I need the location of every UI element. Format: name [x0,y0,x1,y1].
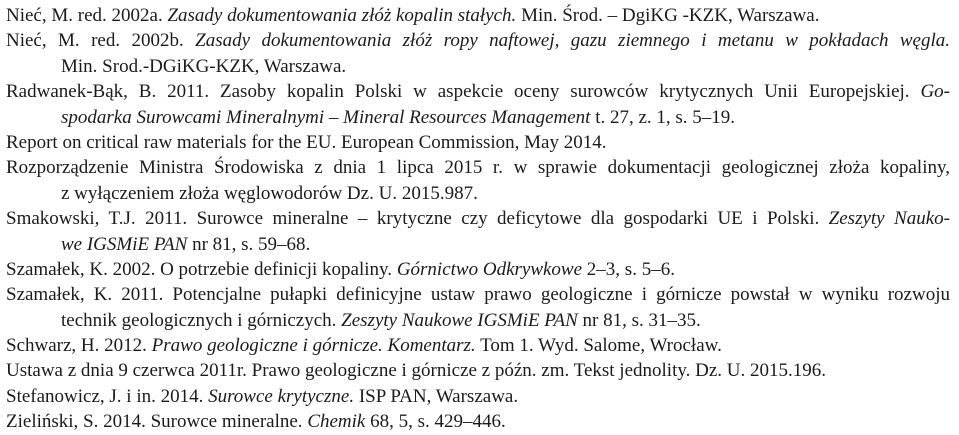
reference-line [6,206,950,231]
reference-line-continued [6,181,950,206]
reference-journal: Zeszyty Naukowe IGSMiE PAN [341,309,578,331]
reference-text: Szamałek, K. 2002. O potrzebie definicji kopaliny. [6,258,397,280]
reference-entry [6,384,950,409]
reference-text: z wyłączeniem złoża węglowodorów Dz. U. 2015.987. [61,182,478,204]
reference-journal: spodarka Surowcami Mineralnymi – Mineral Resources Management [61,106,591,128]
reference-title: Zasady dokumentowania złóż kopalin stałych. [167,5,517,26]
reference-list [6,3,950,435]
reference-text: Ustawa z dnia 9 czerwca 2011r. Prawo geologiczne i górnicze z późn. zm. Tekst jednolity. Dz. U. 2015.196. [6,360,826,382]
reference-text: Smakowski, T.J. 2011. Surowce mineralne – krytyczne czy deficytowe dla gospodarki UE i Polski. [6,208,829,230]
reference-entry [6,333,950,358]
reference-entry [6,206,950,257]
reference-line [6,384,950,409]
reference-entry [6,358,950,383]
reference-journal: Zeszyty Nauko- [828,208,950,230]
reference-line [6,358,950,383]
reference-text: Schwarz, H. 2012. [6,335,152,357]
reference-line [6,155,950,180]
reference-text: Nieć, M. red. 2002a. [6,5,168,26]
reference-text: nr 81, s. 31–35. [577,309,701,331]
reference-line [6,333,950,358]
reference-text: Min. Srod.-DGiKG-KZK, Warszawa. [61,55,347,77]
reference-text: Stefanowicz, J. i in. 2014. [6,385,209,407]
reference-line [6,79,950,104]
reference-entry [6,28,950,79]
reference-journal: Górnictwo Odkrywkowe [396,258,583,280]
reference-text: Nieć, M. red. 2002b. [6,30,196,52]
reference-line [6,130,950,155]
reference-line [6,257,950,282]
reference-text: Rozporządzenie Ministra Środowiska z dnia 1 lipca 2015 r. w sprawie dokumentacji geologicznej złoża kopaliny, [6,157,950,179]
reference-title: Prawo geologiczne i górnicze. Komentarz. [151,335,476,357]
reference-journal: we IGSMiE PAN [61,233,188,255]
reference-entry [6,3,950,28]
reference-line [6,3,950,28]
reference-text: technik geologicznych i górniczych. [61,309,342,331]
reference-line-continued [6,54,950,79]
reference-title: Zasady dokumentowania złóż ropy naftowej, gazu ziemnego i metanu w pokładach węgla. [195,30,950,52]
reference-title: Surowce krytyczne. [208,385,355,407]
reference-journal: Chemik [307,411,366,433]
reference-line [6,282,950,307]
reference-text: Tom 1. Wyd. Salome, Wrocław. [475,335,722,357]
reference-line-continued [6,232,950,257]
reference-text: Min. Środ. – DgiKG -KZK, Warszawa. [516,5,820,26]
reference-line-continued [6,308,950,333]
reference-text: Radwanek-Bąk, B. 2011. Zasoby kopalin Polski w aspekcie oceny surowców krytycznych Unii Europejskiej. [6,81,921,103]
reference-entry [6,155,950,206]
reference-entry [6,257,950,282]
reference-entry [6,282,950,333]
reference-text: 68, 5, s. 429–446. [365,411,506,433]
reference-entry [6,409,950,434]
reference-text: 2–3, s. 5–6. [582,258,675,280]
reference-text: ISP PAN, Warszawa. [354,385,519,407]
reference-entry [6,130,950,155]
reference-line [6,409,950,434]
reference-text: Report on critical raw materials for the EU. European Commission, May 2014. [6,131,607,153]
reference-text: Szamałek, K. 2011. Potencjalne pułapki definicyjne ustaw prawo geologiczne i górnicze powstał w wyniku rozwoju [6,284,950,306]
reference-entry [6,79,950,130]
reference-line-continued [6,105,950,130]
reference-text: Zieliński, S. 2014. Surowce mineralne. [6,411,308,433]
reference-text: nr 81, s. 59–68. [187,233,311,255]
reference-journal: Go- [920,81,950,103]
reference-line [6,28,950,53]
reference-text: t. 27, z. 1, s. 5–19. [590,106,736,128]
